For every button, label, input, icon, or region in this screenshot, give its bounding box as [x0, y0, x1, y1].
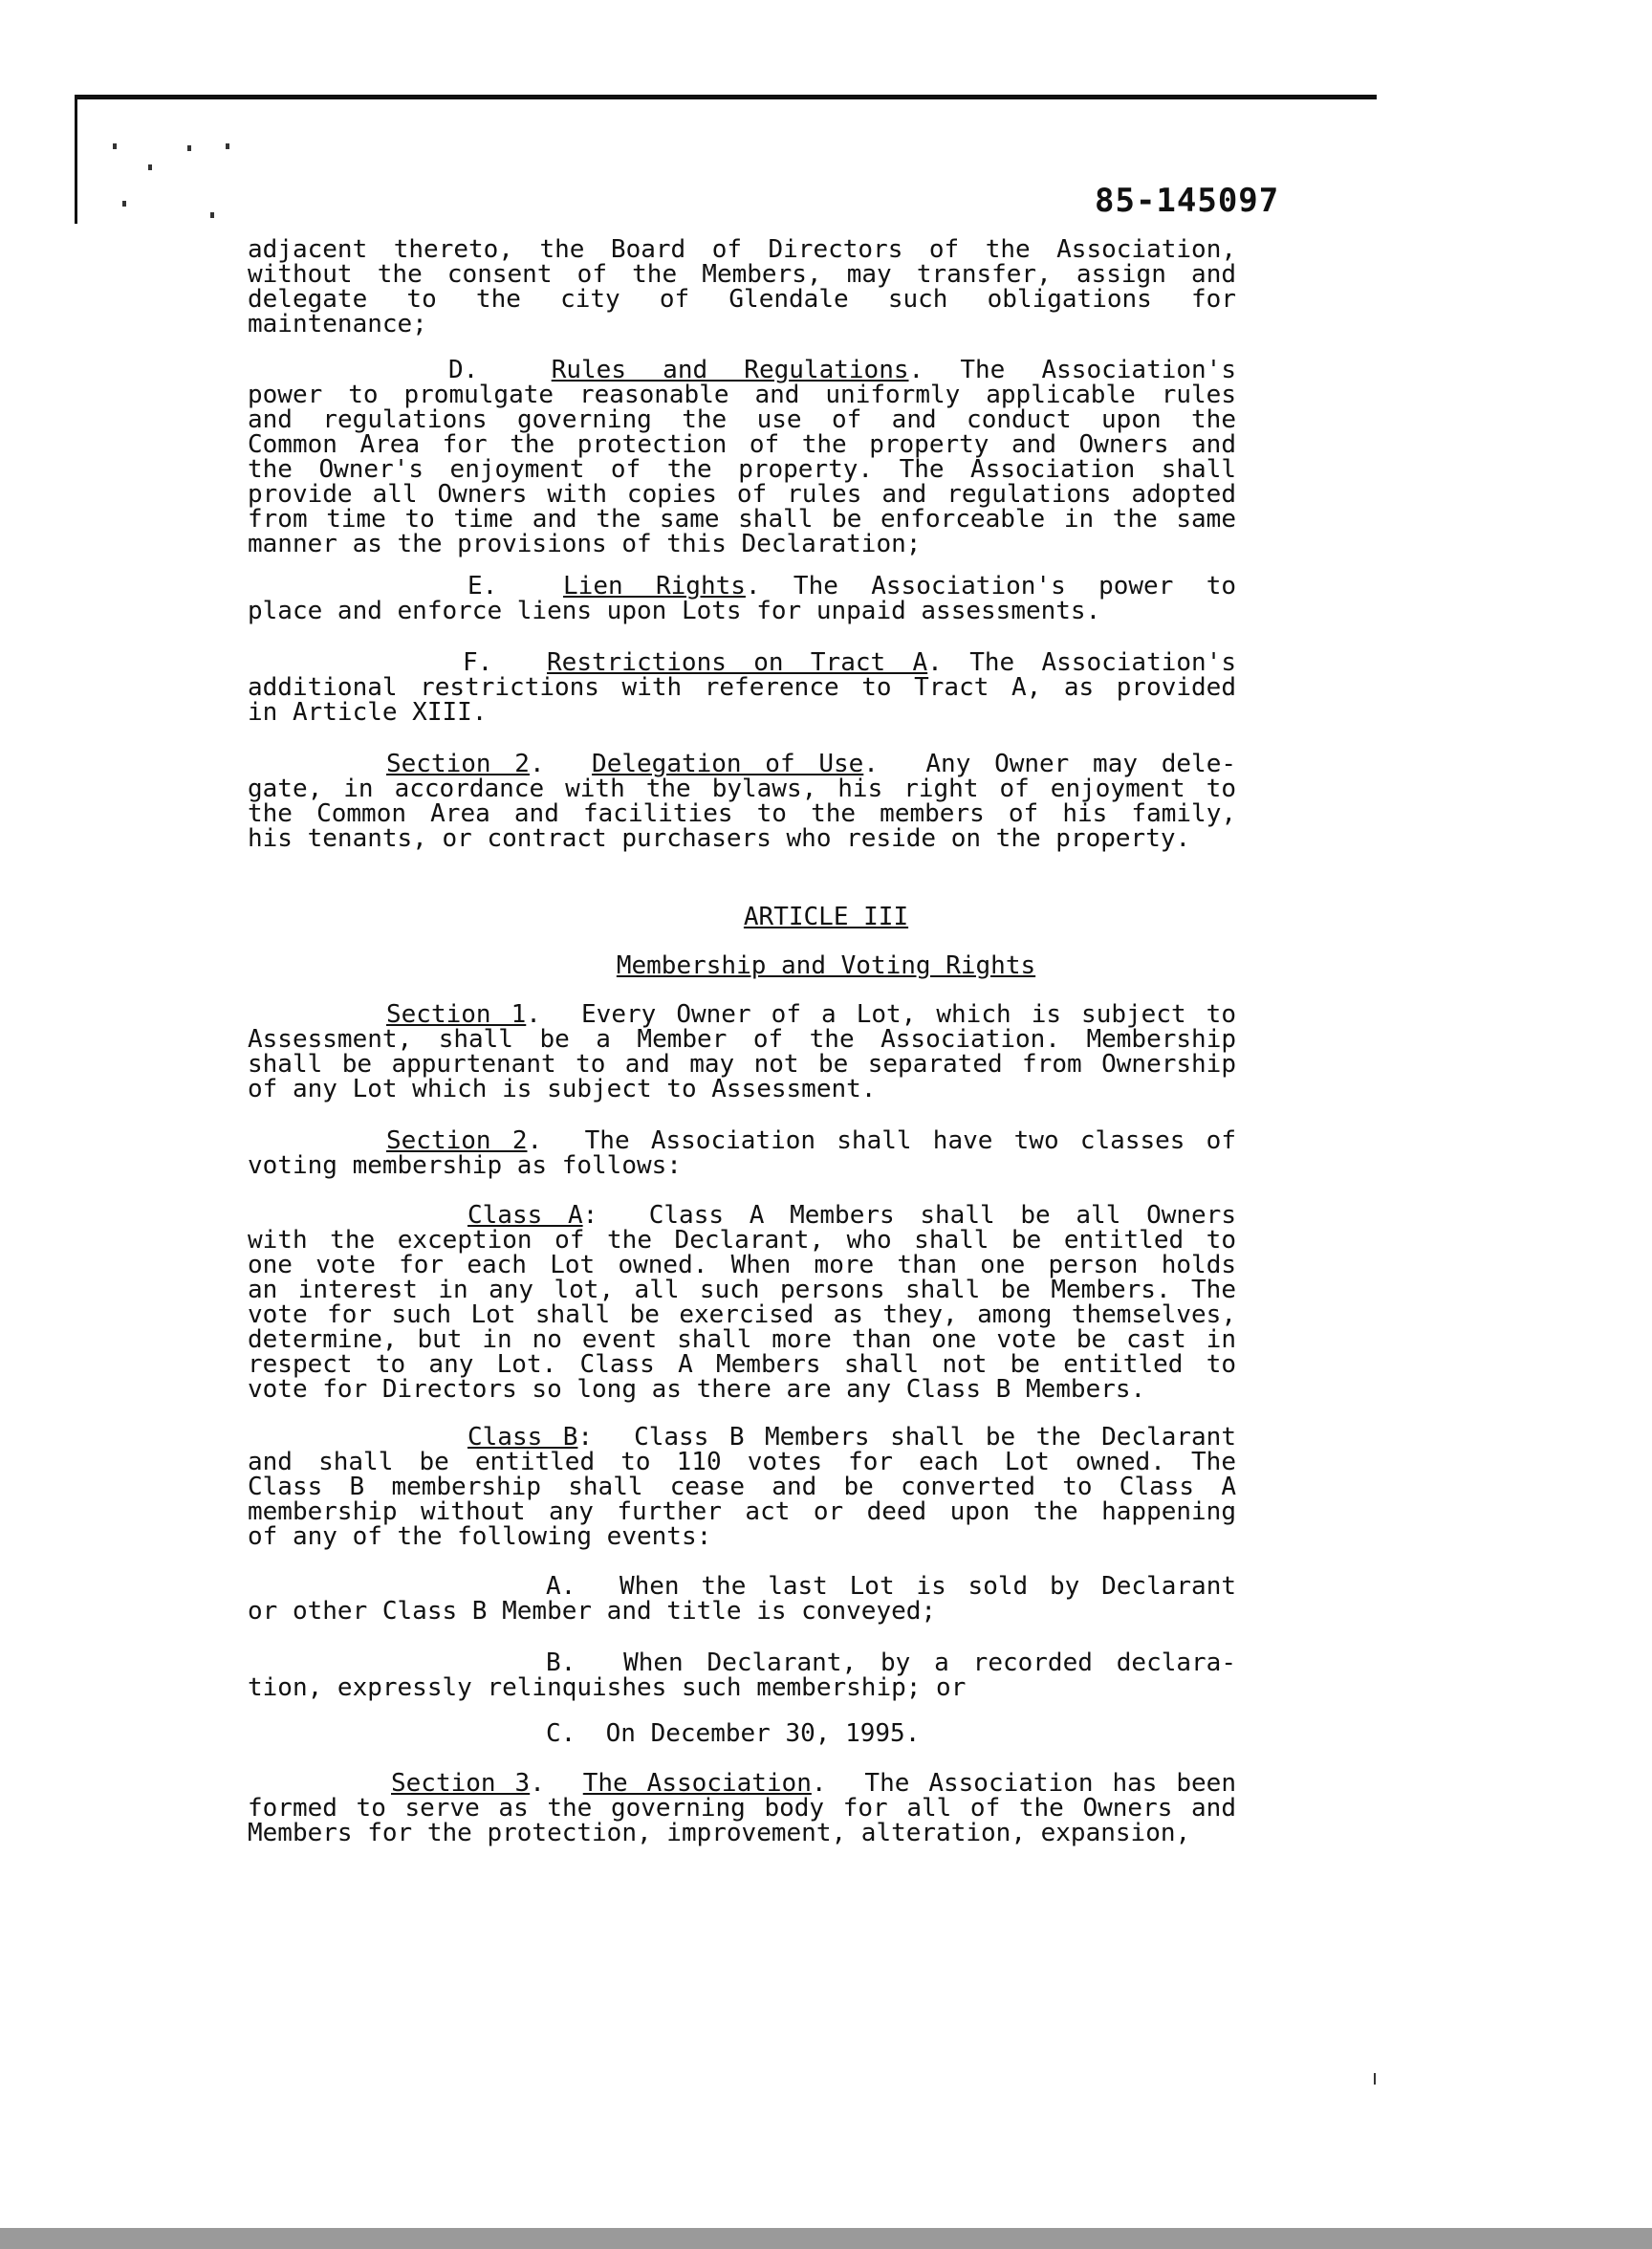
paragraph-event-c [248, 1721, 1236, 1746]
text-line: Assessment, shall be a Member of the Association. Membership [248, 1025, 1236, 1054]
scan-speck [210, 212, 214, 218]
class-title: Class A [467, 1201, 583, 1230]
item-marker: E. [467, 572, 498, 600]
text-line: the Common Area and facilities to the members of his family, [248, 799, 1236, 828]
first-line-text: Class B Members shall be the Declarant [634, 1423, 1236, 1452]
item-marker: B. [546, 1649, 576, 1677]
text-line: with the exception of the Declarant, who shall be entitled to [248, 1226, 1236, 1255]
text-line: delegate to the city of Glendale such obligations for [248, 285, 1236, 314]
scan-speck [187, 145, 191, 151]
first-line-text: When the last Lot is sold by Declarant [619, 1572, 1236, 1601]
first-line-text: The Association's [960, 356, 1236, 384]
text-line: his tenants, or contract purchasers who reside on the property. [248, 824, 1191, 853]
text-line: shall be appurtenant to and may not be separated from Ownership [248, 1050, 1236, 1079]
first-line: F. Restrictions on Tract A. The Association's [463, 648, 1236, 677]
text-line: formed to serve as the governing body for all of the Owners and [248, 1794, 1236, 1823]
text-line: Members for the protection, improvement, alteration, expansion, [248, 1819, 1191, 1847]
text-line: of any of the following events: [248, 1522, 712, 1551]
paragraph-a3-section2 [248, 1128, 1236, 1178]
text-line: membership without any further act or deed upon the happening [248, 1497, 1236, 1526]
item-marker: F. [463, 648, 493, 677]
paragraph-event-a [248, 1574, 1236, 1624]
bottom-scan-border [0, 2228, 1652, 2249]
scan-speck [148, 164, 152, 170]
text-line: gate, in accordance with the bylaws, his right of enjoyment to [248, 775, 1236, 803]
item-title: Lien Rights [563, 572, 746, 600]
first-line [248, 1721, 1236, 1746]
scan-speck [122, 201, 126, 207]
text-line: the Owner's enjoyment of the property. The Association shall [248, 455, 1236, 484]
first-line-text: Class A Members shall be all Owners [648, 1201, 1236, 1230]
paragraph-section2-delegation [248, 752, 1236, 851]
text-line: manner as the provisions of this Declaration; [248, 530, 922, 558]
item-title: Rules and Regulations [551, 356, 909, 384]
paragraph-class-b [248, 1425, 1236, 1549]
paragraph-adjacent-maintenance [248, 237, 1236, 337]
scan-speck [226, 143, 229, 149]
first-line-text: The Association has been [864, 1769, 1236, 1798]
section-title: Section 2 [386, 1126, 528, 1155]
paragraph-d-rules [248, 358, 1236, 557]
first-line: Section 1. Every Owner of a Lot, which is subject to [386, 1000, 1236, 1029]
paragraph-f-restrictions [248, 650, 1236, 725]
first-line: Section 3. The Association. The Association has been [391, 1769, 1236, 1798]
article-heading-text: ARTICLE III [743, 903, 909, 931]
section-title: Section 1 [386, 1000, 527, 1029]
text-line: without the consent of the Members, may transfer, assign and [248, 260, 1236, 289]
text-line: place and enforce liens upon Lots for unpaid assessments. [248, 597, 1101, 625]
first-line-text: The Association shall have two classes of [584, 1126, 1236, 1155]
paragraph-a3-section3 [248, 1771, 1236, 1845]
article-subheading-text: Membership and Voting Rights [616, 951, 1036, 980]
event-text: On December 30, 1995. [605, 1719, 921, 1748]
text-line: vote for such Lot shall be exercised as they, among themselves, [248, 1300, 1236, 1329]
first-line [248, 1574, 1236, 1599]
left-border-rule [75, 99, 77, 224]
text-line: tion, expressly relinquishes such membership; or [248, 1673, 967, 1702]
text-line: voting membership as follows: [248, 1151, 682, 1180]
paragraph-a3-section1 [248, 1002, 1236, 1102]
top-border-rule [75, 95, 1377, 99]
first-line-text: When Declarant, by a recorded declara- [623, 1649, 1236, 1677]
text-line: determine, but in no event shall more than one vote be cast in [248, 1325, 1236, 1354]
article-subheading [0, 951, 1652, 980]
first-line: E. Lien Rights. The Association's power to [467, 572, 1236, 600]
text-line: from time to time and the same shall be enforceable in the same [248, 505, 1236, 534]
first-line-text: Every Owner of a Lot, which is subject to [581, 1000, 1236, 1029]
document-number: 85-145097 [1095, 182, 1280, 220]
text-line: Class B membership shall cease and be converted to Class A [248, 1473, 1236, 1501]
first-line [248, 1650, 1236, 1675]
text-line: and regulations governing the use of and conduct upon the [248, 405, 1236, 434]
scan-speck [1374, 2073, 1376, 2085]
text-line: in Article XIII. [248, 698, 488, 727]
first-line: Section 2. Delegation of Use. Any Owner may dele- [386, 750, 1236, 778]
article-heading [0, 903, 1652, 931]
text-line: of any Lot which is subject to Assessment. [248, 1075, 877, 1103]
paragraph-e-lien [248, 574, 1236, 623]
section-subtitle: The Association [582, 1769, 812, 1798]
text-line: and shall be entitled to 110 votes for each Lot owned. The [248, 1448, 1236, 1476]
first-line: D. Rules and Regulations. The Association's [448, 356, 1236, 384]
text-line: respect to any Lot. Class A Members shall not be entitled to [248, 1350, 1236, 1379]
text-line: additional restrictions with reference to Tract A, as provided [248, 673, 1236, 702]
text-line: or other Class B Member and title is conveyed; [248, 1597, 937, 1626]
text-line: adjacent thereto, the Board of Directors of the Association, [248, 235, 1236, 264]
paragraph-class-a [248, 1203, 1236, 1402]
first-line-text: The Association's power to [793, 572, 1236, 600]
first-line: Class B: Class B Members shall be the Declarant [467, 1423, 1236, 1452]
text-line: maintenance; [248, 310, 427, 338]
item-title: Restrictions on Tract A [547, 648, 928, 677]
item-marker: D. [448, 356, 479, 384]
section-title: Section 3 [391, 1769, 531, 1798]
first-line-text: Any Owner may dele- [925, 750, 1236, 778]
scan-speck [113, 143, 117, 149]
text-line: power to promulgate reasonable and uniformly applicable rules [248, 381, 1236, 409]
text-line: vote for Directors so long as there are any Class B Members. [248, 1375, 1146, 1404]
text-line: Common Area for the protection of the property and Owners and [248, 430, 1236, 459]
first-line-text: The Association's [969, 648, 1236, 677]
item-marker: C. [546, 1719, 576, 1748]
class-title: Class B [467, 1423, 578, 1452]
item-marker: A. [546, 1572, 576, 1601]
first-line: Class A: Class A Members shall be all Owners [467, 1201, 1236, 1230]
text-line: an interest in any lot, all such persons shall be Members. The [248, 1276, 1236, 1304]
paragraph-event-b [248, 1650, 1236, 1700]
text-line: one vote for each Lot owned. When more than one person holds [248, 1251, 1236, 1279]
first-line: Section 2. The Association shall have two classes of [386, 1126, 1236, 1155]
section-title: Section 2 [386, 750, 530, 778]
text-line: provide all Owners with copies of rules and regulations adopted [248, 480, 1236, 509]
section-subtitle: Delegation of Use [592, 750, 864, 778]
